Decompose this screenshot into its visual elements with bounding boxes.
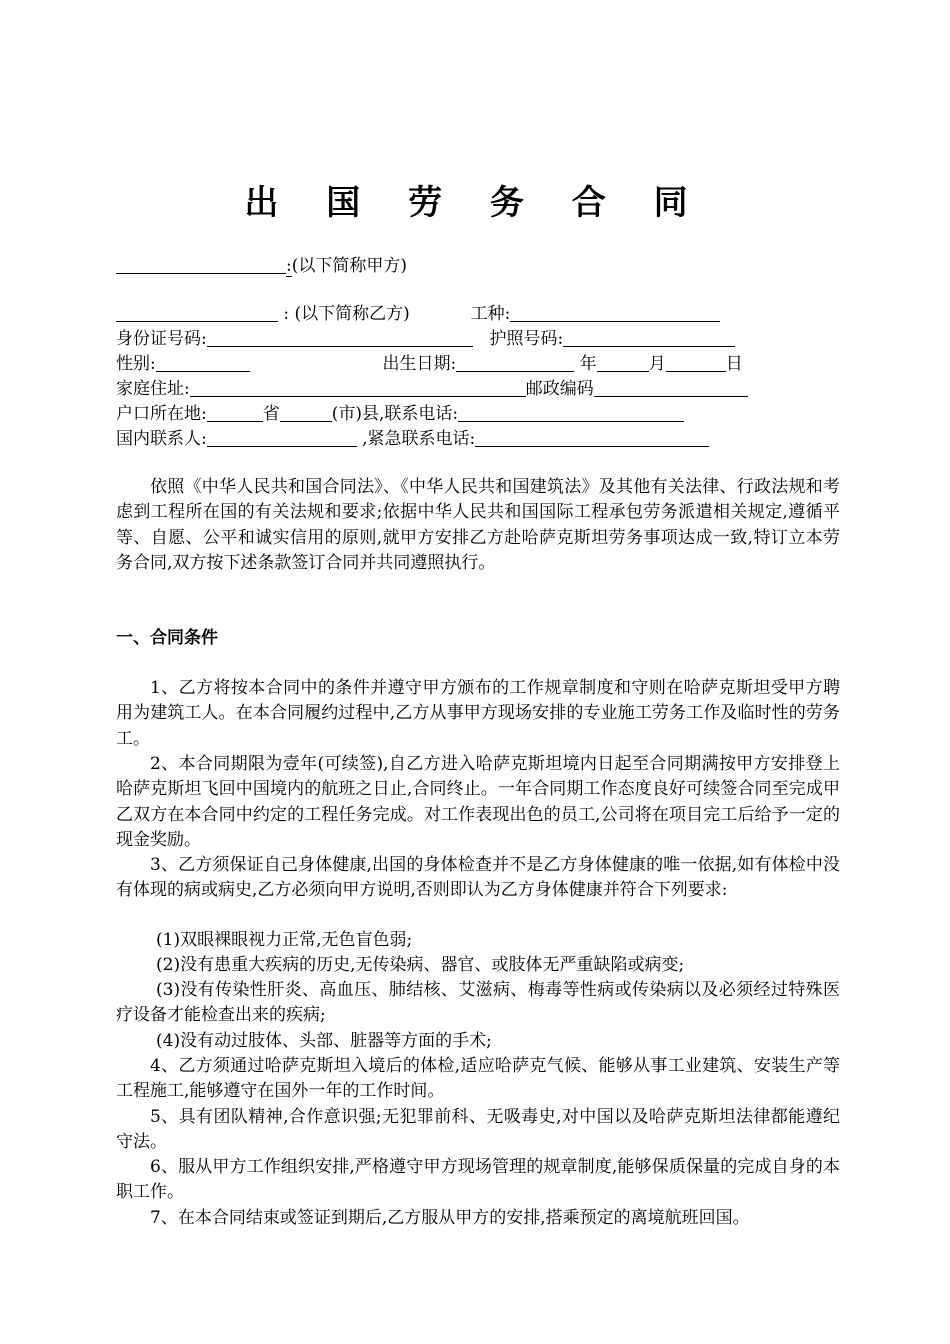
- birth-month-blank[interactable]: [597, 353, 649, 372]
- intro-paragraph: 依照《中华人民共和国合同法》、《中华人民共和国建筑法》及其他有关法律、行政法规和考虑到工程所在国的有关法规和要求;依据中华人民共和国国际工程承包劳务派遣相关规定,遵循平等、自愿、公平和诚实信用的原则,就甲方安排乙方赴哈萨克斯坦劳务事项达成一致,特订立本劳务合同,双方按下述条款签订合同并共同遵照执行。: [116, 477, 840, 574]
- clause-3: 3、乙方须保证自己身体健康,出国的身体检查并不是乙方身体健康的唯一依据,如有体检中没有体现的病或病史,乙方必须向甲方说明,否则即认为乙方身体健康并符合下列要求:: [116, 855, 840, 901]
- postcode-label: 邮政编码: [525, 379, 594, 399]
- job-label: 工种:: [470, 304, 511, 324]
- party-a-blank[interactable]: [116, 255, 286, 274]
- city-county-label: (市)县,联系电话:: [331, 404, 459, 424]
- party-a-suffix: (以下简称甲方): [291, 256, 407, 276]
- hukou-label: 户口所在地:: [116, 404, 207, 424]
- gender-blank[interactable]: [156, 353, 250, 372]
- year-label: 年: [579, 354, 597, 374]
- clause-2: 2、本合同期限为壹年(可续签),自乙方进入哈萨克斯坦境内日起至合同期满按甲方安排登上哈萨克斯坦飞回中国境内的航班之日止,合同终止。一年合同期工作态度良好可续签合同至完成甲乙双方在本合同中约定的工程任务完成。对工作表现出色的员工,公司将在项目完工后给予一定的现金奖励。: [116, 754, 840, 851]
- party-b-suffix: (以下简称乙方): [294, 304, 410, 324]
- requirement-2: (2)没有患重大疾病的历史,无传染病、器官、或肢体无严重缺陷或病变;: [156, 955, 685, 975]
- clause-1: 1、乙方将按本合同中的条件并遵守甲方颁布的工作规章制度和守则在哈萨克斯坦受甲方聘用为建筑工人。在本合同履约过程中,乙方从事甲方现场安排的专业施工劳务工作及临时性的劳务工。: [116, 678, 840, 749]
- emergency-label: ,紧急联系电话:: [362, 429, 476, 449]
- phone-blank[interactable]: [458, 403, 684, 422]
- id-line: [116, 327, 735, 351]
- birth-label: 出生日期:: [382, 354, 457, 374]
- gender-birth-line: [116, 352, 743, 376]
- job-blank[interactable]: [510, 303, 720, 322]
- requirement-4: (4)没有动过肢体、头部、脏器等方面的手术;: [156, 1031, 492, 1051]
- passport-blank[interactable]: [563, 328, 735, 347]
- section-1-heading: 一、合同条件: [116, 628, 218, 648]
- city-blank[interactable]: [280, 403, 332, 422]
- gender-label: 性别:: [116, 354, 156, 374]
- party-b-blank[interactable]: [116, 303, 278, 322]
- province-label: 省: [262, 404, 280, 424]
- id-blank[interactable]: [207, 328, 473, 347]
- month-label: 月: [648, 354, 666, 374]
- postcode-blank[interactable]: [594, 378, 748, 397]
- day-label: 日: [725, 354, 743, 374]
- requirement-1: (1)双眼裸眼视力正常,无色盲色弱;: [156, 930, 413, 950]
- clause-5: 5、具有团队精神,合作意识强;无犯罪前科、无吸毒史,对中国以及哈萨克斯坦法律都能遵纪守法。: [116, 1107, 840, 1153]
- id-label: 身份证号码:: [116, 329, 207, 349]
- passport-label: 护照号码:: [489, 329, 564, 349]
- requirement-3: (3)没有传染性肝炎、高血压、肺结核、艾滋病、梅毒等性病或传染病以及必须经过特殊医疗设备才能检查出来的疾病;: [116, 980, 840, 1026]
- clause-6: 6、服从甲方工作组织安排,严格遵守甲方现场管理的规章制度,能够保质保量的完成自身的本职工作。: [116, 1157, 840, 1203]
- birth-year-blank[interactable]: [456, 353, 574, 372]
- birth-day-blank[interactable]: [666, 353, 726, 372]
- document-title: 出 国 劳 务 合 同: [244, 183, 706, 223]
- contact-label: 国内联系人:: [116, 429, 207, 449]
- hukou-line: [116, 402, 684, 426]
- clause-4: 4、乙方须通过哈萨克斯坦入境后的体检,适应哈萨克气候、能够从事工业建筑、安装生产等工程施工,能够遵守在国外一年的工作时间。: [116, 1056, 840, 1102]
- province-blank[interactable]: [207, 403, 263, 422]
- address-line: [116, 377, 748, 401]
- clause-7: 7、在本合同结束或签证到期后,乙方服从甲方的安排,搭乘预定的离境航班回国。: [150, 1208, 750, 1228]
- address-label: 家庭住址:: [116, 379, 190, 399]
- address-blank[interactable]: [190, 378, 526, 397]
- party-b-line: : (以下简称乙方) 工种:: [116, 302, 720, 326]
- contact-line: [116, 427, 709, 451]
- contact-blank[interactable]: [207, 428, 357, 447]
- emergency-blank[interactable]: [475, 428, 709, 447]
- party-a-line: :(以下简称甲方): [116, 254, 407, 278]
